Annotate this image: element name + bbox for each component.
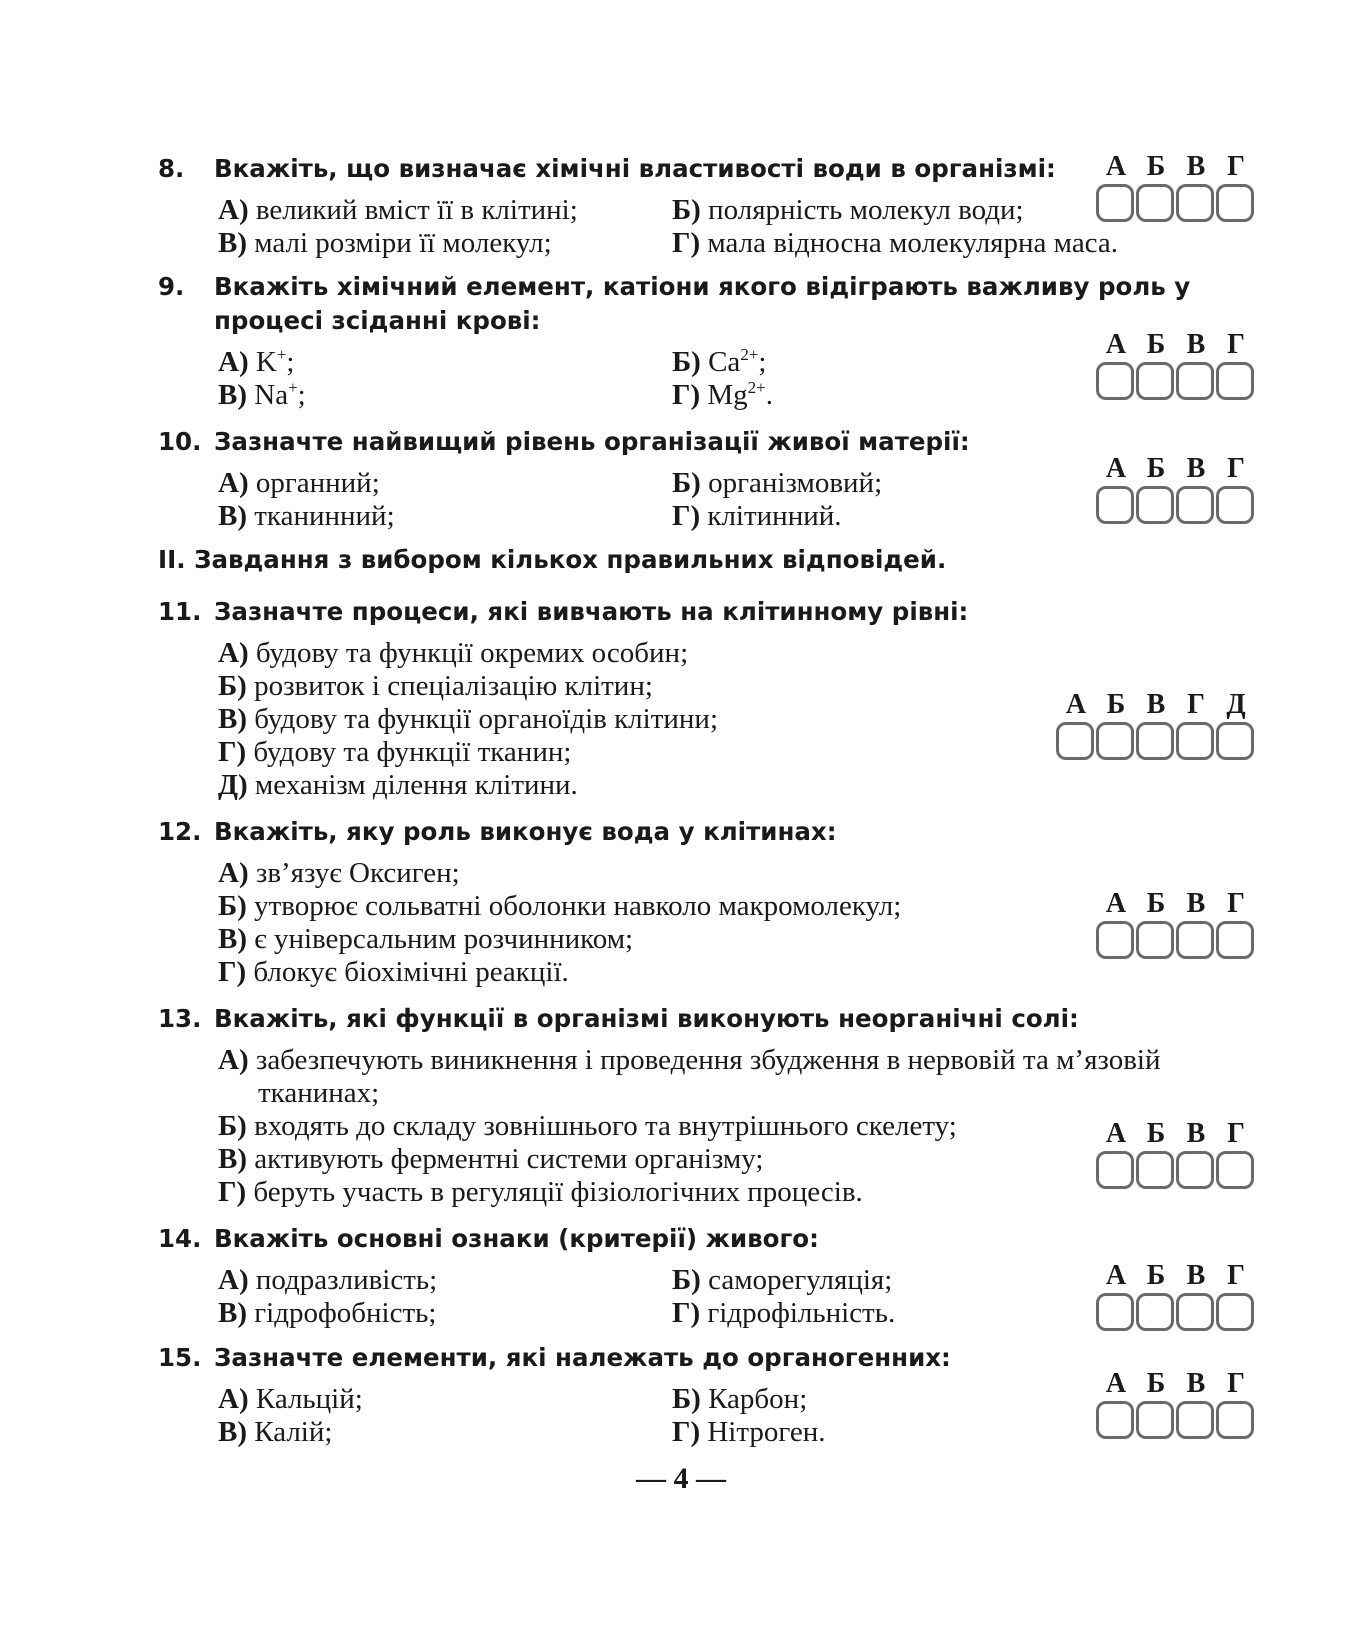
answer-grid bbox=[1096, 1261, 1256, 1331]
answer-box-a[interactable] bbox=[1096, 184, 1134, 222]
answer-box-v[interactable] bbox=[1176, 184, 1214, 222]
answer-letter: Г bbox=[1187, 689, 1205, 720]
question-text: Зазначте найвищий рівень організації живої матерії: bbox=[214, 427, 970, 456]
answer-letter: Б bbox=[1146, 1260, 1166, 1291]
question-number: 10. bbox=[158, 427, 202, 456]
answer-letter: А bbox=[1105, 888, 1127, 919]
answer-letter: Б bbox=[1146, 1368, 1166, 1399]
option-v: В) активують ферментні системи організму; bbox=[218, 1143, 764, 1175]
question-prompt bbox=[158, 815, 837, 849]
option-v: В) малі розміри її молекул; bbox=[218, 227, 552, 259]
answer-box-d[interactable] bbox=[1216, 722, 1254, 760]
answer-box-a[interactable] bbox=[1096, 486, 1134, 524]
question-number: 12. bbox=[158, 817, 202, 846]
answer-grid bbox=[1096, 1119, 1256, 1189]
answer-box-b[interactable] bbox=[1136, 1151, 1174, 1189]
question-prompt bbox=[158, 1002, 1079, 1036]
answer-box-b[interactable] bbox=[1096, 722, 1134, 760]
question-number: 9. bbox=[158, 272, 185, 301]
answer-letter: Г bbox=[1227, 151, 1245, 182]
option-g: Г) Нітроген. bbox=[672, 1416, 826, 1448]
answer-box-g[interactable] bbox=[1216, 486, 1254, 524]
answer-box-b[interactable] bbox=[1136, 1401, 1174, 1439]
answer-box-g[interactable] bbox=[1216, 184, 1254, 222]
option-b: Б) $Ca^{2+}$; bbox=[672, 345, 767, 378]
question-prompt bbox=[158, 1341, 951, 1375]
answer-box-a[interactable] bbox=[1096, 1151, 1134, 1189]
answer-grid bbox=[1056, 690, 1256, 760]
option-a: А) органний; bbox=[218, 467, 380, 499]
answer-letter: А bbox=[1105, 1260, 1127, 1291]
question-text: Зазначте елементи, які належать до органогенних: bbox=[214, 1343, 951, 1372]
answer-box-a[interactable] bbox=[1096, 362, 1134, 400]
option-b: Б) організмовий; bbox=[672, 467, 883, 499]
answer-grid bbox=[1096, 330, 1256, 400]
answer-letter: А bbox=[1105, 329, 1127, 360]
answer-box-v[interactable] bbox=[1176, 1401, 1214, 1439]
answer-box-b[interactable] bbox=[1136, 921, 1174, 959]
option-g: Г) клітинний. bbox=[672, 500, 842, 532]
option-g: Г) $Mg^{2+}$. bbox=[672, 378, 773, 411]
question-prompt bbox=[158, 595, 968, 629]
option-v: В) Калій; bbox=[218, 1416, 333, 1448]
option-a: А) будову та функції окремих особин; bbox=[218, 637, 689, 669]
option-v: В) є універсальним розчинником; bbox=[218, 923, 634, 955]
answer-letter: А bbox=[1105, 453, 1127, 484]
option-g: Г) беруть участь в регуляції фізіологічних процесів. bbox=[218, 1176, 863, 1208]
question-prompt bbox=[158, 270, 1268, 338]
answer-box-a[interactable] bbox=[1056, 722, 1094, 760]
option-v: В) гідрофобність; bbox=[218, 1297, 437, 1329]
question-number: 8. bbox=[158, 154, 185, 183]
answer-box-g[interactable] bbox=[1216, 921, 1254, 959]
question-text: Вкажіть, що визначає хімічні властивості води в організмі: bbox=[214, 154, 1056, 183]
answer-letter: Г bbox=[1227, 329, 1245, 360]
answer-box-v[interactable] bbox=[1176, 921, 1214, 959]
page-number: — 4 — bbox=[636, 1462, 726, 1495]
answer-box-g[interactable] bbox=[1216, 1293, 1254, 1331]
option-a-continued: тканинах; bbox=[258, 1077, 380, 1109]
option-a: А) Кальцій; bbox=[218, 1383, 363, 1415]
answer-box-a[interactable] bbox=[1096, 921, 1134, 959]
answer-letter: Г bbox=[1227, 888, 1245, 919]
answer-grid bbox=[1096, 454, 1256, 524]
question-number: 11. bbox=[158, 597, 202, 626]
option-b: Б) полярність молекул води; bbox=[672, 194, 1024, 226]
question-text: Вкажіть, яку роль виконує вода у клітинах: bbox=[214, 817, 837, 846]
answer-box-g[interactable] bbox=[1216, 1401, 1254, 1439]
option-g: Г) мала відносна молекулярна маса. bbox=[672, 227, 1119, 259]
option-g: Г) блокує біохімічні реакції. bbox=[218, 956, 569, 988]
answer-letter: Б bbox=[1106, 689, 1126, 720]
option-b: Б) розвиток і спеціалізацію клітин; bbox=[218, 670, 653, 702]
question-text: Зазначте процеси, які вивчають на клітинному рівні: bbox=[214, 597, 969, 626]
question-text: Вкажіть основні ознаки (критерії) живого: bbox=[214, 1224, 819, 1253]
answer-letter: В bbox=[1146, 689, 1166, 720]
answer-letter: Б bbox=[1146, 453, 1166, 484]
answer-letter: А bbox=[1065, 689, 1087, 720]
option-v: В) будову та функції органоїдів клітини; bbox=[218, 703, 718, 735]
option-a: А) K+; bbox=[218, 345, 295, 378]
answer-box-v[interactable] bbox=[1176, 362, 1214, 400]
option-a: А) подразливість; bbox=[218, 1264, 438, 1296]
question-number: 13. bbox=[158, 1004, 202, 1033]
answer-letter: В bbox=[1186, 1260, 1206, 1291]
answer-letter: А bbox=[1105, 1368, 1127, 1399]
option-d: Д) механізм ділення клітини. bbox=[218, 769, 578, 801]
option-v: В) Na+; bbox=[218, 378, 306, 411]
option-v: В) тканинний; bbox=[218, 500, 395, 532]
option-a: А) великий вміст її в клітині; bbox=[218, 194, 578, 226]
answer-letter: В bbox=[1186, 329, 1206, 360]
answer-box-g[interactable] bbox=[1216, 1151, 1254, 1189]
answer-letter: Г bbox=[1227, 1368, 1245, 1399]
option-a: А) забезпечують виникнення і проведення збудження в нервовій та м’язовій bbox=[218, 1044, 1161, 1076]
answer-box-a[interactable] bbox=[1096, 1293, 1134, 1331]
question-text: Вкажіть, які функції в організмі виконують неорганічні солі: bbox=[214, 1004, 1079, 1033]
answer-letter: В bbox=[1186, 453, 1206, 484]
answer-letter: Г bbox=[1227, 453, 1245, 484]
answer-box-b[interactable] bbox=[1136, 1293, 1174, 1331]
answer-box-b[interactable] bbox=[1136, 184, 1174, 222]
question-prompt bbox=[158, 425, 970, 459]
answer-box-v[interactable] bbox=[1176, 1293, 1214, 1331]
question-prompt bbox=[158, 1222, 819, 1256]
answer-box-v[interactable] bbox=[1176, 486, 1214, 524]
answer-letter: Б bbox=[1146, 151, 1166, 182]
answer-letter: В bbox=[1186, 888, 1206, 919]
answer-box-b[interactable] bbox=[1136, 362, 1174, 400]
answer-box-b[interactable] bbox=[1136, 486, 1174, 524]
option-b: Б) Карбон; bbox=[672, 1383, 808, 1415]
question-text: Вкажіть хімічний елемент, катіони якого відіграють важливу роль у процесі зсіданні крові: bbox=[214, 272, 1191, 335]
answer-box-a[interactable] bbox=[1096, 1401, 1134, 1439]
answer-letter: Б bbox=[1146, 888, 1166, 919]
answer-grid bbox=[1096, 1369, 1256, 1439]
answer-letter: А bbox=[1105, 151, 1127, 182]
answer-grid bbox=[1096, 152, 1256, 222]
answer-letter: Д bbox=[1226, 689, 1246, 720]
answer-letter: Г bbox=[1227, 1118, 1245, 1149]
answer-letter: А bbox=[1105, 1118, 1127, 1149]
option-g: Г) будову та функції тканин; bbox=[218, 736, 572, 768]
answer-grid bbox=[1096, 889, 1256, 959]
answer-letter: Г bbox=[1227, 1260, 1245, 1291]
answer-letter: Б bbox=[1146, 329, 1166, 360]
question-number: 14. bbox=[158, 1224, 202, 1253]
answer-letter: В bbox=[1186, 151, 1206, 182]
answer-box-v[interactable] bbox=[1176, 1151, 1214, 1189]
answer-box-g[interactable] bbox=[1216, 362, 1254, 400]
option-b: Б) входять до складу зовнішнього та внутрішнього скелету; bbox=[218, 1110, 957, 1142]
answer-box-g[interactable] bbox=[1176, 722, 1214, 760]
option-b: Б) саморегуляція; bbox=[672, 1264, 893, 1296]
question-number: 15. bbox=[158, 1343, 202, 1372]
answer-letter: Б bbox=[1146, 1118, 1166, 1149]
answer-box-v[interactable] bbox=[1136, 722, 1174, 760]
option-a: А) зв’язує Оксиген; bbox=[218, 857, 460, 889]
answer-letter: В bbox=[1186, 1118, 1206, 1149]
option-b: Б) утворює сольватні оболонки навколо макромолекул; bbox=[218, 890, 902, 922]
answer-letter: В bbox=[1186, 1368, 1206, 1399]
section-heading: ІІ. Завдання з вибором кількох правильних відповідей. bbox=[158, 545, 947, 574]
option-g: Г) гідрофільність. bbox=[672, 1297, 896, 1329]
question-prompt bbox=[158, 152, 1056, 186]
